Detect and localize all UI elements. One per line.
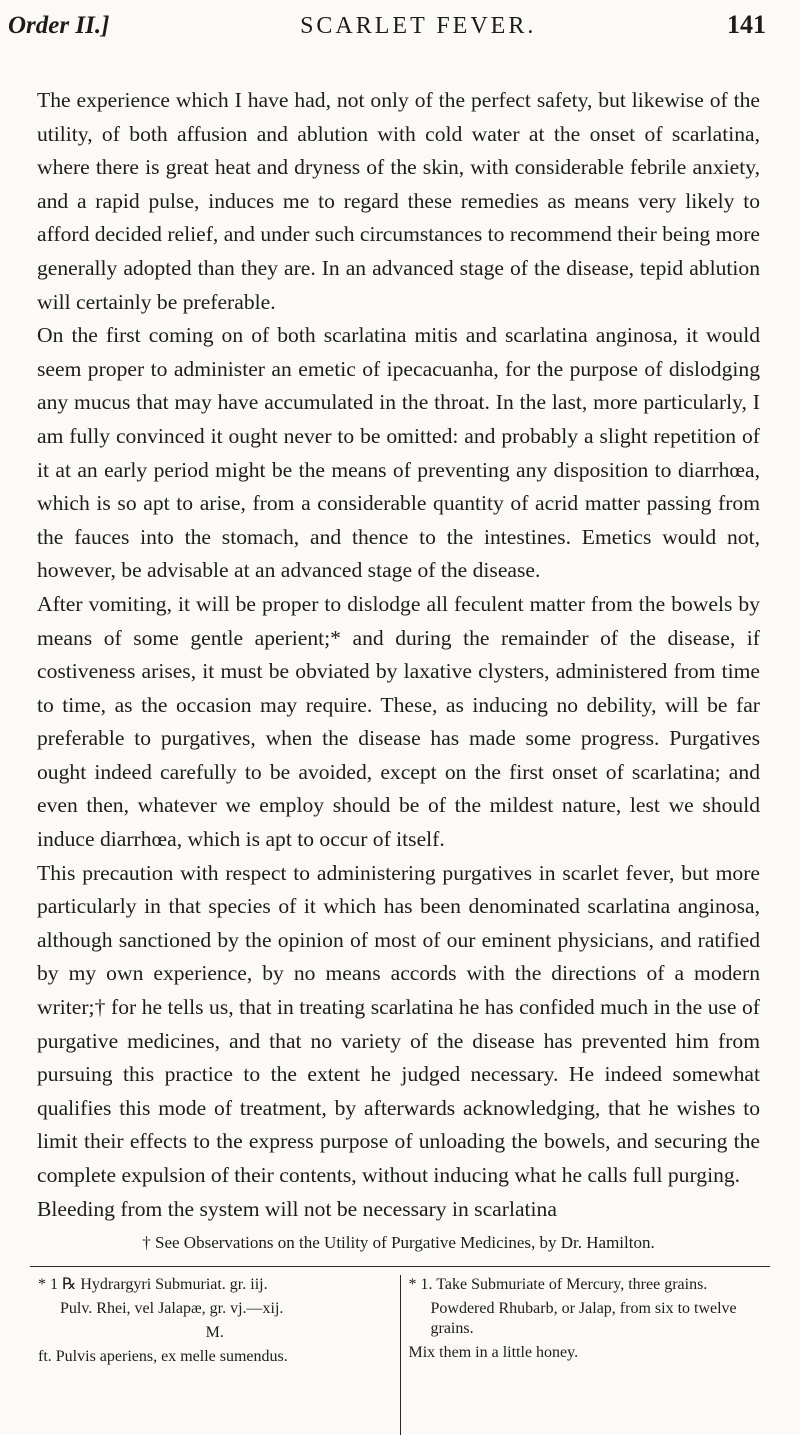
paragraph-aperient: After vomiting, it will be proper to dislodge all feculent matter from the bowels by means of some gentle aperient;* and during the remainder of the disease, if costiveness arises, it must be obviated by laxative clysters, administered from time to time, as the occasion may require. These, as inducing no debility, will be far preferable to purgatives, when the disease has made some progress. Purgatives ought indeed carefully to be avoided, except on the first onset of scarlatina; and even then, whatever we employ should be of the mildest nature, lest we should induce diarrhœa, which is apt to occur of itself. [37, 591, 760, 852]
footnote-latin-line: ft. Pulvis aperiens, ex melle sumendus. [38, 1348, 288, 1365]
footnotes [30, 1275, 770, 1435]
page-number: 141 [727, 10, 766, 39]
paragraph-emetic: On the first coming on of both scarlatina mitis and scarlatina anginosa, it would seem proper to administer an emetic of ipecacuanha, for the purpose of dislodging any mucus that may have accumulated in the throat. In the last, more particularly, I am fully convinced it ought never to be omitted: and probably a slight repetition of it at an early period might be the means of preventing any disposition to diarrhœa, which is so apt to arise, from a considerable quantity of acrid matter passing from the fauces into the stomach, and thence to the intestines. Emetics would not, however, be advisable at an advanced stage of the disease. [37, 323, 760, 583]
footnote-latin-line: M. [205, 1324, 224, 1341]
footnote-english [401, 1275, 771, 1435]
footnote-english-line: Mix them in a little honey. [408, 1344, 579, 1361]
footnote-english-line: Powdered Rhubarb, or Jalap, from six to twelve grains. [430, 1300, 737, 1337]
footnote-latin [30, 1275, 401, 1435]
paragraph-purgatives: This precaution with respect to administering purgatives in scarlet fever, but more particularly in that species of it which has been denominated scarlatina anginosa, although sanctioned by the opinion of most of our eminent physicians, and ratified by my own experience, by no means accords with the directions of a modern writer;† for he tells us, that in treating scarlatina he has confided much in the use of purgative medicines, and that no variety of the disease has prevented him from pursuing this practice to the extent he judged necessary. He indeed somewhat qualifies this mode of treatment, by afterwards acknowledging, that he wishes to limit their effects to the express purpose of unloading the bowels, and securing the complete expulsion of their contents, without inducing what he calls full purging. [37, 860, 760, 1187]
paragraph-affusion: The experience which I have had, not only of the perfect safety, but likewise of the utility, of both affusion and ablution with cold water at the onset of scarlatina, where there is great heat and dryness of the skin, with considerable febrile anxiety, and a rapid pulse, induces me to regard these remedies as means very likely to afford decided relief, and under such circumstances to recommend their being more generally adopted than they are. In an advanced stage of the disease, tepid ablution will certainly be preferable. [37, 88, 760, 314]
paragraph-bleeding: Bleeding from the system will not be necessary in scarlatina [37, 1196, 557, 1221]
running-header [8, 10, 766, 50]
footnote-latin-line: * 1 ℞ Hydrargyri Submuriat. gr. iij. [38, 1276, 268, 1293]
footnote-divider [30, 1266, 770, 1267]
section-label: Order II.] [8, 12, 110, 39]
body-text [37, 84, 760, 1226]
footnote-english-line: * 1. Take Submuriate of Mercury, three grains. [408, 1276, 708, 1293]
page-title: SCARLET FEVER. [300, 13, 537, 39]
dagger-footnote: † See Observations on the Utility of Purgative Medicines, by Dr. Hamilton. [142, 1233, 655, 1252]
footnote-latin-line: Pulv. Rhei, vel Jalapæ, gr. vj.—xij. [60, 1300, 284, 1317]
